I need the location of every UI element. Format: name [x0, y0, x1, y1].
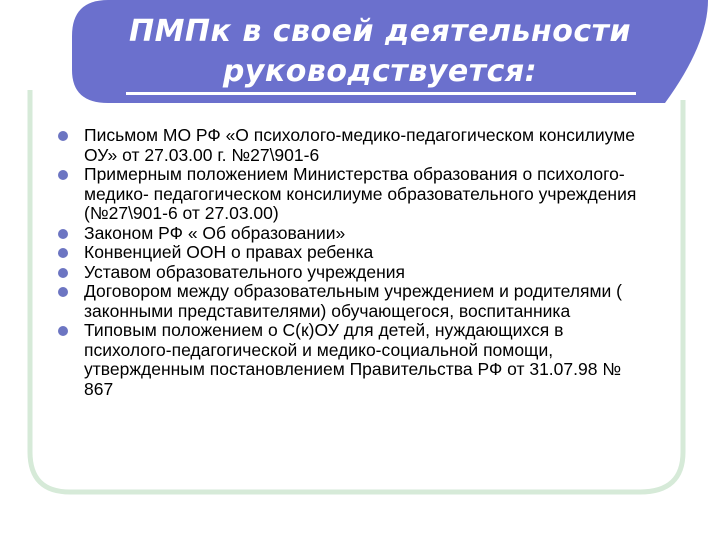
bullet-icon: [58, 170, 68, 180]
bullet-icon: [58, 287, 68, 297]
bullet-icon: [58, 248, 68, 258]
list-item-text: Уставом образовательного учреждения: [84, 261, 405, 282]
list-item-text: Письмом МО РФ «О психолого-медико-педагогическом консилиуме ОУ» от 27.03.00 г. №27\901-6: [84, 125, 635, 165]
list-item-text: Конвенцией ООН о правах ребенка: [84, 242, 374, 262]
title-line-1: ПМПк в своей деятельности: [128, 13, 632, 49]
list-item-text: Типовым положением о С(к)ОУ для детей, нуждающихся в психолого-педагогической и медико-социальной помощи, утвержденным постановлением Правительства РФ от 31.07.98 № 867: [84, 320, 622, 399]
list-item: [54, 224, 654, 244]
list-item: [54, 243, 654, 263]
list-item: [54, 263, 654, 283]
list-item-text: Примерным положением Министерства образования о психолого- медико- педагогическом консилиуме образовательного учреждения (№27\901-6 от 27.03.00): [84, 164, 637, 223]
list-item: [54, 321, 654, 399]
list-item: [54, 126, 654, 165]
list-item-text: Законом РФ « Об образовании»: [84, 222, 346, 243]
list-item: [54, 165, 654, 224]
list-item-text: Договором между образовательным учреждением и родителями ( законными представителями) обучающегося, воспитанника: [84, 281, 622, 321]
list-item: [54, 282, 654, 321]
slide-title: [80, 0, 680, 103]
bullet-icon: [58, 229, 68, 239]
bullet-icon: [58, 131, 68, 141]
title-line-2: руководствуется:: [222, 53, 538, 89]
bullet-icon: [58, 326, 68, 336]
bullet-icon: [58, 268, 68, 278]
bullet-list: [54, 126, 654, 399]
